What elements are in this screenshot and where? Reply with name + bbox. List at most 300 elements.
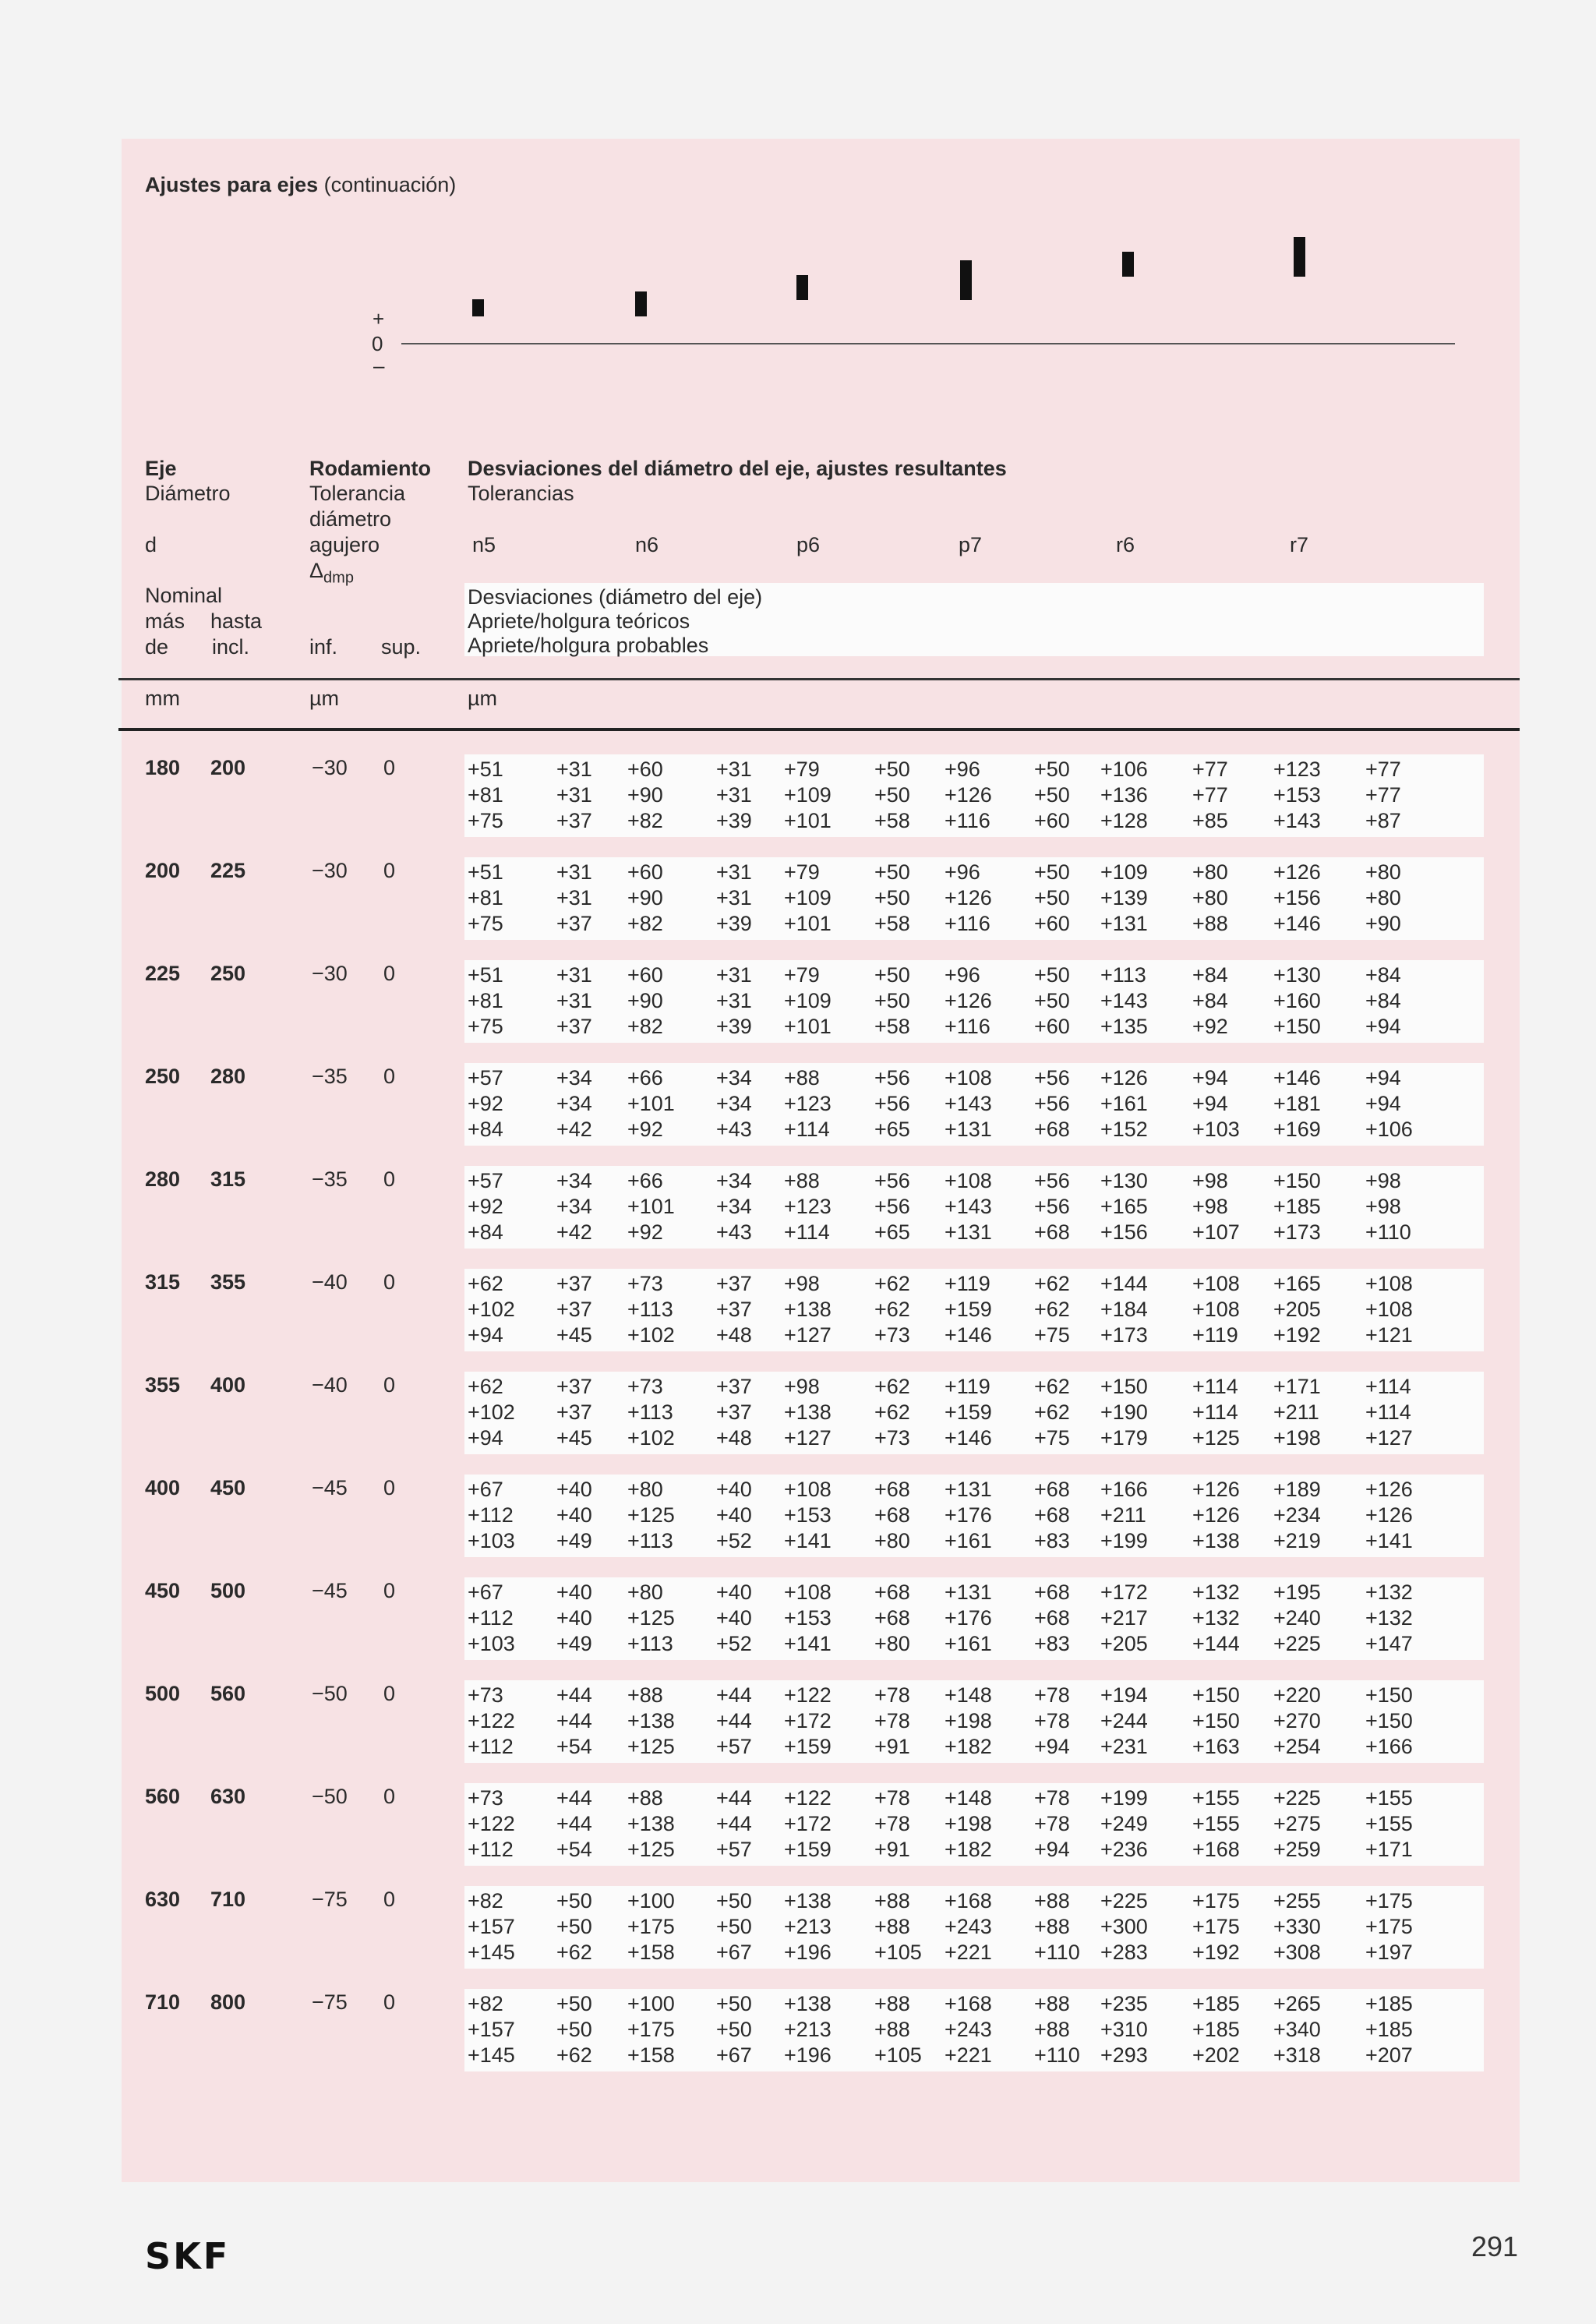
table-cell: +40 [716, 1503, 752, 1527]
table-cell: +119 [1192, 1323, 1238, 1347]
table-cell: +131 [945, 1478, 992, 1501]
table-cell: +65 [874, 1118, 910, 1141]
tolerance-bar-r6 [1122, 252, 1134, 277]
row-bearing-sup: 0 [383, 962, 396, 985]
table-cell: +57 [716, 1735, 752, 1758]
table-cell: +198 [945, 1709, 992, 1732]
table-cell: +131 [945, 1220, 992, 1244]
row-bearing-sup: 0 [383, 1682, 396, 1705]
table-cell: +92 [468, 1092, 503, 1115]
table-cell: +50 [1034, 963, 1070, 987]
table-cell: +166 [1100, 1478, 1148, 1501]
table-cell: +189 [1273, 1478, 1321, 1501]
table-cell: +113 [1100, 963, 1146, 987]
table-cell: +88 [784, 1066, 820, 1090]
row-bearing-inf: −30 [312, 962, 348, 985]
table-cell: +211 [1273, 1400, 1319, 1424]
table-cell: +205 [1100, 1632, 1148, 1655]
table-cell: +68 [874, 1478, 910, 1501]
table-cell: +196 [784, 1941, 832, 1964]
table-cell: +98 [784, 1272, 820, 1295]
row-diameter-to: 315 [210, 1167, 246, 1191]
hdr-nominal: Nominal [145, 584, 223, 607]
table-cell: +50 [1034, 783, 1070, 807]
table-cell: +34 [716, 1169, 752, 1192]
table-cell: +114 [1192, 1375, 1238, 1398]
table-cell: +68 [1034, 1220, 1070, 1244]
row-diameter-to: 450 [210, 1476, 246, 1499]
table-cell: +126 [1365, 1478, 1413, 1501]
row-bearing-inf: −45 [312, 1476, 348, 1499]
table-cell: +159 [945, 1298, 992, 1321]
table-cell: +113 [627, 1529, 673, 1552]
table-cell: +82 [627, 912, 663, 935]
table-cell: +87 [1365, 809, 1401, 832]
table-cell: +62 [1034, 1272, 1070, 1295]
table-cell: +37 [556, 912, 592, 935]
table-cell: +31 [556, 783, 592, 807]
table-cell: +37 [556, 1272, 592, 1295]
table-cell: +144 [1192, 1632, 1240, 1655]
table-cell: +80 [1192, 860, 1228, 884]
table-cell: +34 [556, 1092, 592, 1115]
table-cell: +195 [1273, 1581, 1321, 1604]
table-cell: +122 [784, 1786, 832, 1810]
hdr-dmp: dmp [323, 569, 354, 587]
row-diameter-from: 315 [145, 1270, 181, 1294]
table-cell: +56 [1034, 1195, 1070, 1218]
table-cell: +175 [1192, 1889, 1240, 1913]
table-cell: +169 [1273, 1118, 1321, 1141]
table-cell: +73 [874, 1426, 910, 1450]
table-cell: +116 [945, 912, 990, 935]
table-cell: +52 [716, 1529, 752, 1552]
table-cell: +157 [468, 1915, 515, 1938]
table-cell: +58 [874, 1015, 910, 1038]
table-cell: +45 [556, 1426, 592, 1450]
unit-mm: mm [145, 687, 180, 710]
table-cell: +144 [1100, 1272, 1148, 1295]
table-cell: +34 [556, 1066, 592, 1090]
table-cell: +126 [1192, 1478, 1240, 1501]
table-cell: +73 [468, 1786, 503, 1810]
table-cell: +40 [556, 1503, 592, 1527]
table-cell: +168 [945, 1889, 992, 1913]
table-cell: +62 [874, 1375, 910, 1398]
table-cell: +88 [874, 1992, 910, 2015]
table-cell: +52 [716, 1632, 752, 1655]
table-cell: +50 [874, 758, 910, 781]
table-cell: +96 [945, 860, 980, 884]
table-cell: +138 [784, 1400, 832, 1424]
table-cell: +141 [784, 1632, 832, 1655]
table-cell: +62 [468, 1272, 503, 1295]
tolerance-bar-n6 [635, 291, 647, 316]
table-cell: +112 [468, 1606, 514, 1630]
table-cell: +143 [945, 1092, 992, 1115]
table-cell: +270 [1273, 1709, 1321, 1732]
table-cell: +84 [1365, 963, 1401, 987]
table-cell: +254 [1273, 1735, 1321, 1758]
table-cell: +146 [945, 1323, 992, 1347]
table-cell: +153 [1273, 783, 1321, 807]
table-cell: +116 [945, 809, 990, 832]
table-cell: +161 [945, 1529, 992, 1552]
table-cell: +44 [716, 1709, 752, 1732]
table-cell: +79 [784, 758, 820, 781]
table-cell: +308 [1273, 1941, 1321, 1964]
table-cell: +88 [1192, 912, 1228, 935]
table-cell: +131 [945, 1118, 992, 1141]
table-cell: +114 [1365, 1375, 1411, 1398]
table-cell: +159 [945, 1400, 992, 1424]
table-cell: +240 [1273, 1606, 1321, 1630]
table-cell: +114 [1365, 1400, 1411, 1424]
table-cell: +150 [1365, 1709, 1413, 1732]
table-cell: +96 [945, 963, 980, 987]
hdr-diametro: Diámetro [145, 482, 231, 505]
table-cell: +75 [468, 1015, 503, 1038]
table-cell: +44 [716, 1812, 752, 1835]
table-cell: +194 [1100, 1683, 1148, 1707]
table-cell: +94 [1034, 1735, 1070, 1758]
table-cell: +56 [1034, 1169, 1070, 1192]
table-cell: +91 [874, 1735, 910, 1758]
table-cell: +145 [468, 1941, 515, 1964]
table-cell: +50 [1034, 886, 1070, 909]
table-cell: +108 [784, 1478, 832, 1501]
table-cell: +108 [1365, 1298, 1413, 1321]
row-bearing-inf: −35 [312, 1167, 348, 1191]
table-cell: +37 [556, 1375, 592, 1398]
hdr-delta: Δ [309, 559, 324, 582]
table-cell: +50 [556, 1992, 592, 2015]
table-cell: +236 [1100, 1838, 1148, 1861]
hdr-de: de [145, 635, 169, 659]
table-cell: +185 [1192, 1992, 1240, 2015]
table-cell: +113 [627, 1632, 673, 1655]
table-cell: +172 [1100, 1581, 1148, 1604]
table-cell: +155 [1365, 1786, 1413, 1810]
table-cell: +80 [874, 1529, 910, 1552]
table-cell: +98 [784, 1375, 820, 1398]
tolerance-bar-p7 [960, 260, 972, 300]
table-cell: +92 [1192, 1015, 1228, 1038]
table-cell: +68 [1034, 1478, 1070, 1501]
table-cell: +67 [468, 1581, 503, 1604]
table-cell: +259 [1273, 1838, 1321, 1861]
table-cell: +109 [784, 783, 832, 807]
table-cell: +125 [627, 1503, 675, 1527]
table-cell: +155 [1365, 1812, 1413, 1835]
row-bearing-inf: −30 [312, 756, 348, 779]
table-cell: +67 [716, 2043, 752, 2067]
row-diameter-from: 500 [145, 1682, 181, 1705]
table-cell: +126 [1365, 1503, 1413, 1527]
hdr-tolerancias: Tolerancias [468, 482, 574, 505]
table-cell: +67 [468, 1478, 503, 1501]
tol-name-n6: n6 [635, 533, 659, 556]
table-cell: +100 [627, 1992, 675, 2015]
table-cell: +98 [1365, 1195, 1401, 1218]
table-cell: +249 [1100, 1812, 1148, 1835]
table-cell: +123 [784, 1195, 832, 1218]
table-cell: +123 [784, 1092, 832, 1115]
table-cell: +179 [1100, 1426, 1148, 1450]
table-cell: +34 [716, 1092, 752, 1115]
table-cell: +66 [627, 1169, 663, 1192]
table-cell: +150 [1273, 1169, 1321, 1192]
row-bearing-sup: 0 [383, 1476, 396, 1499]
table-cell: +50 [874, 989, 910, 1012]
table-cell: +217 [1100, 1606, 1148, 1630]
table-cell: +75 [468, 809, 503, 832]
table-cell: +37 [556, 1298, 592, 1321]
rule-thin [118, 678, 1520, 680]
table-cell: +185 [1365, 1992, 1413, 2015]
table-cell: +75 [468, 912, 503, 935]
table-cell: +57 [468, 1169, 503, 1192]
row-bearing-sup: 0 [383, 1579, 396, 1602]
hdr-eje: Eje [145, 457, 177, 480]
table-cell: +81 [468, 989, 503, 1012]
table-cell: +119 [945, 1375, 990, 1398]
table-cell: +182 [945, 1735, 992, 1758]
row-diameter-to: 630 [210, 1785, 246, 1808]
table-cell: +50 [874, 886, 910, 909]
table-cell: +143 [1100, 989, 1148, 1012]
table-cell: +143 [1273, 809, 1321, 832]
table-cell: +158 [627, 1941, 675, 1964]
table-cell: +168 [945, 1992, 992, 2015]
row-bearing-inf: −75 [312, 1990, 348, 2014]
tolerance-bar-n5 [472, 299, 484, 316]
table-cell: +135 [1100, 1015, 1148, 1038]
table-cell: +213 [784, 1915, 832, 1938]
table-cell: +60 [1034, 1015, 1070, 1038]
table-cell: +108 [1365, 1272, 1413, 1295]
hdr-d: d [145, 533, 157, 556]
legend-line-1: Desviaciones (diámetro del eje) [468, 585, 763, 609]
row-diameter-to: 560 [210, 1682, 246, 1705]
table-cell: +163 [1192, 1735, 1240, 1758]
table-cell: +102 [627, 1426, 675, 1450]
table-cell: +139 [1100, 886, 1148, 909]
table-cell: +37 [716, 1375, 752, 1398]
table-cell: +159 [784, 1838, 832, 1861]
table-cell: +48 [716, 1426, 752, 1450]
title-bold: Ajustes para ejes [145, 173, 319, 196]
table-cell: +40 [556, 1581, 592, 1604]
table-cell: +113 [627, 1400, 673, 1424]
table-cell: +112 [468, 1838, 514, 1861]
table-cell: +94 [1192, 1066, 1228, 1090]
table-cell: +68 [874, 1503, 910, 1527]
table-cell: +39 [716, 809, 752, 832]
legend-line-2: Apriete/holgura teóricos [468, 609, 690, 633]
table-cell: +128 [1100, 809, 1148, 832]
table-cell: +166 [1365, 1735, 1413, 1758]
table-cell: +300 [1100, 1915, 1148, 1938]
table-cell: +173 [1100, 1323, 1148, 1347]
table-cell: +125 [627, 1838, 675, 1861]
table-cell: +84 [468, 1220, 503, 1244]
table-cell: +51 [468, 963, 503, 987]
unit-um-shaft: µm [468, 687, 498, 710]
table-cell: +101 [784, 1015, 832, 1038]
table-cell: +37 [556, 1400, 592, 1424]
table-cell: +85 [1192, 809, 1228, 832]
table-cell: +132 [1192, 1581, 1240, 1604]
table-cell: +211 [1100, 1503, 1146, 1527]
table-cell: +152 [1100, 1118, 1148, 1141]
table-cell: +157 [468, 2018, 515, 2041]
table-cell: +94 [1034, 1838, 1070, 1861]
table-cell: +108 [784, 1581, 832, 1604]
tolerance-bar-p6 [796, 275, 808, 300]
row-diameter-from: 400 [145, 1476, 181, 1499]
table-cell: +126 [1273, 860, 1321, 884]
row-bearing-inf: −40 [312, 1373, 348, 1397]
table-cell: +175 [1192, 1915, 1240, 1938]
table-cell: +275 [1273, 1812, 1321, 1835]
table-cell: +172 [784, 1709, 832, 1732]
table-cell: +145 [468, 2043, 515, 2067]
table-cell: +213 [784, 2018, 832, 2041]
table-cell: +44 [716, 1683, 752, 1707]
table-cell: +88 [874, 1889, 910, 1913]
table-cell: +190 [1100, 1400, 1148, 1424]
table-cell: +68 [1034, 1503, 1070, 1527]
table-cell: +77 [1192, 783, 1228, 807]
table-cell: +101 [784, 912, 832, 935]
table-cell: +94 [468, 1426, 503, 1450]
table-cell: +78 [874, 1786, 910, 1810]
table-cell: +184 [1100, 1298, 1148, 1321]
table-cell: +56 [874, 1195, 910, 1218]
axis-plus: + [373, 307, 385, 330]
table-cell: +77 [1192, 758, 1228, 781]
table-cell: +88 [1034, 1889, 1070, 1913]
table-cell: +50 [874, 860, 910, 884]
row-bearing-sup: 0 [383, 1065, 396, 1088]
table-cell: +68 [1034, 1118, 1070, 1141]
table-cell: +122 [784, 1683, 832, 1707]
table-cell: +108 [1192, 1298, 1240, 1321]
table-cell: +66 [627, 1066, 663, 1090]
table-cell: +153 [784, 1606, 832, 1630]
table-cell: +110 [1034, 2043, 1080, 2067]
table-cell: +112 [468, 1503, 514, 1527]
table-cell: +175 [627, 2018, 675, 2041]
table-cell: +34 [716, 1066, 752, 1090]
table-cell: +105 [874, 1941, 922, 1964]
table-cell: +205 [1273, 1298, 1321, 1321]
page-title [145, 173, 456, 197]
table-cell: +62 [468, 1375, 503, 1398]
table-cell: +31 [556, 989, 592, 1012]
table-cell: +40 [716, 1581, 752, 1604]
table-cell: +73 [627, 1375, 663, 1398]
table-cell: +84 [468, 1118, 503, 1141]
table-cell: +82 [627, 809, 663, 832]
table-cell: +44 [556, 1683, 592, 1707]
table-cell: +49 [556, 1632, 592, 1655]
table-cell: +255 [1273, 1889, 1321, 1913]
table-cell: +37 [716, 1400, 752, 1424]
table-cell: +138 [1192, 1529, 1240, 1552]
table-cell: +225 [1273, 1632, 1321, 1655]
table-cell: +50 [716, 2018, 752, 2041]
table-cell: +126 [1192, 1503, 1240, 1527]
row-bearing-sup: 0 [383, 1373, 396, 1397]
table-cell: +146 [1273, 1066, 1321, 1090]
table-cell: +37 [716, 1272, 752, 1295]
table-cell: +102 [468, 1298, 515, 1321]
title-light: (continuación) [323, 173, 457, 196]
table-cell: +31 [716, 963, 752, 987]
table-cell: +78 [874, 1683, 910, 1707]
table-cell: +103 [468, 1632, 515, 1655]
table-cell: +126 [945, 783, 992, 807]
table-cell: +125 [627, 1735, 675, 1758]
table-cell: +50 [716, 1992, 752, 2015]
row-diameter-from: 200 [145, 859, 181, 882]
table-cell: +127 [784, 1323, 832, 1347]
table-cell: +293 [1100, 2043, 1148, 2067]
table-cell: +207 [1365, 2043, 1413, 2067]
table-cell: +106 [1100, 758, 1148, 781]
table-cell: +171 [1365, 1838, 1413, 1861]
hdr-hasta: hasta [210, 609, 263, 633]
table-cell: +310 [1100, 2018, 1148, 2041]
table-cell: +103 [1192, 1118, 1240, 1141]
row-bearing-sup: 0 [383, 756, 396, 779]
table-cell: +50 [556, 1889, 592, 1913]
table-cell: +62 [1034, 1298, 1070, 1321]
table-cell: +98 [1192, 1195, 1228, 1218]
table-cell: +132 [1192, 1606, 1240, 1630]
table-cell: +44 [556, 1709, 592, 1732]
table-panel [122, 139, 1520, 2182]
hdr-diametro2: diámetro [309, 507, 392, 531]
table-cell: +158 [627, 2043, 675, 2067]
table-cell: +125 [627, 1606, 675, 1630]
table-cell: +45 [556, 1323, 592, 1347]
table-cell: +50 [874, 783, 910, 807]
table-cell: +40 [556, 1478, 592, 1501]
table-cell: +101 [784, 809, 832, 832]
row-diameter-from: 280 [145, 1167, 181, 1191]
table-cell: +102 [627, 1323, 675, 1347]
table-cell: +78 [1034, 1812, 1070, 1835]
tol-name-p7: p7 [959, 533, 983, 556]
table-cell: +31 [716, 860, 752, 884]
table-cell: +112 [468, 1735, 514, 1758]
page-number: 291 [1471, 2230, 1519, 2262]
row-bearing-inf: −30 [312, 859, 348, 882]
table-cell: +146 [945, 1426, 992, 1450]
table-cell: +225 [1273, 1786, 1321, 1810]
table-cell: +92 [468, 1195, 503, 1218]
table-cell: +58 [874, 912, 910, 935]
table-cell: +98 [1192, 1169, 1228, 1192]
table-cell: +192 [1273, 1323, 1321, 1347]
table-cell: +176 [945, 1503, 992, 1527]
table-cell: +221 [945, 2043, 992, 2067]
row-diameter-to: 355 [210, 1270, 246, 1294]
table-cell: +148 [945, 1786, 992, 1810]
